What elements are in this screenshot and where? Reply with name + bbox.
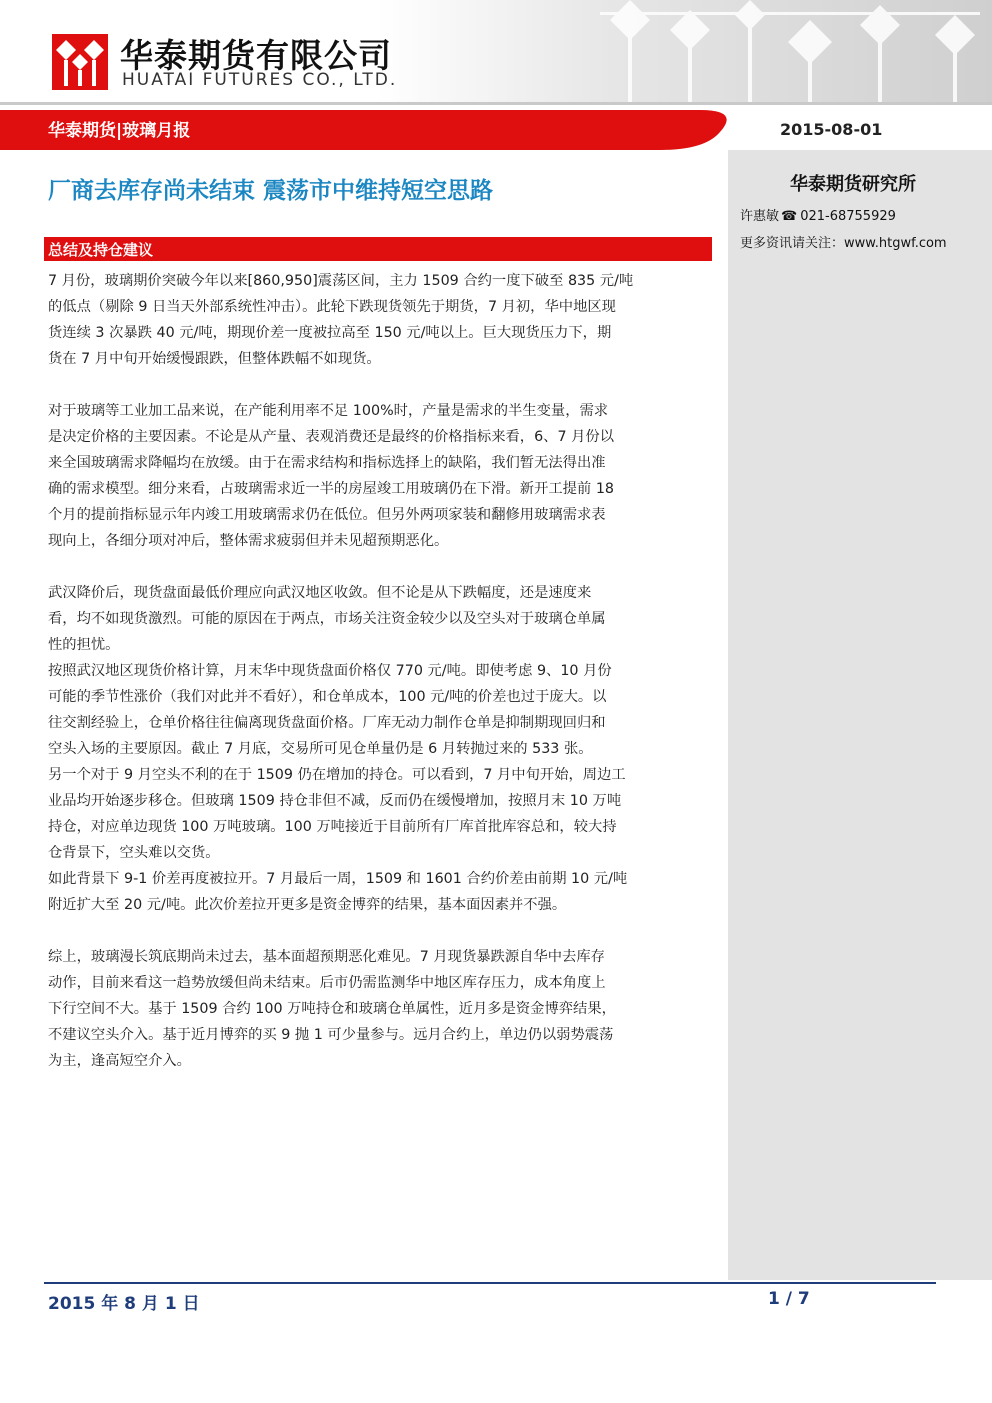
report-date: 2015-08-01 [780, 120, 883, 139]
text-line: 仓背景下，空头难以交货。 [48, 845, 220, 861]
header-divider [0, 102, 992, 105]
text-line: 对于玻璃等工业加工品来说，在产能利用率不足 100%时，产量是需求的半生变量，需求 [48, 403, 609, 419]
text-line: 另一个对于 9 月空头不利的在于 1509 仍在增加的持仓。可以看到，7 月中旬开始，周边工 [48, 767, 626, 783]
report-type-label: 华泰期货|玻璃月报 [48, 121, 191, 141]
paragraph [48, 398, 712, 554]
text-line: 看，均不如现货激烈。可能的原因在于两点，市场关注资金较少以及空头对于玻璃仓单属 [48, 611, 606, 627]
more-info [740, 232, 947, 251]
text-line: 不建议空头介入。基于近月博弈的买 9 抛 1 可少量参与。远月合约上，单边仍以弱势震荡 [48, 1027, 614, 1043]
text-line: 现向上，各细分项对冲后，整体需求疲弱但并未见超预期恶化。 [48, 533, 449, 549]
text-line: 可能的季节性涨价（我们对此并不看好），和仓单成本，100 元/吨的价差也过于庞大。以 [48, 689, 607, 705]
text-line: 按照武汉地区现货价格计算，月末华中现货盘面价格仅 770 元/吨。即使考虑 9、10 月份 [48, 663, 612, 679]
paragraph [48, 580, 712, 918]
text-line: 下行空间不大。基于 1509 合约 100 万吨持仓和玻璃仓单属性，近月多是资金博弈结果， [48, 1001, 616, 1017]
company-name-en: HUATAI FUTURES CO., LTD. [122, 70, 398, 90]
phone-icon: ☎ [781, 209, 798, 224]
text-line: 货在 7 月中旬开始缓慢跟跌，但整体跌幅不如现货。 [48, 351, 381, 367]
report-body [48, 268, 712, 1074]
footer-date: 2015 年 8 月 1 日 [48, 1294, 200, 1314]
paragraph [48, 944, 712, 1074]
research-institute: 华泰期货研究所 [790, 174, 916, 195]
more-info-label: 更多资讯请关注： [740, 236, 845, 251]
text-line: 往交割经验上，仓单价格往往偏离现货盘面价格。厂库无动力制作仓单是抑制期现回归和 [48, 715, 606, 731]
text-line: 个月的提前指标显示年内竣工用玻璃需求仍在低位。但另外两项家装和翻修用玻璃需求表 [48, 507, 606, 523]
text-line: 是决定价格的主要因素。不论是从产量、表观消费还是最终的价格指标来看，6、7 月份以 [48, 429, 615, 445]
text-line: 动作，目前来看这一趋势放缓但尚未结束。后市仍需监测华中地区库存压力，成本角度上 [48, 975, 606, 991]
report-title: 厂商去库存尚未结束 震荡市中维持短空思路 [48, 178, 494, 204]
text-line: 业品均开始逐步移仓。但玻璃 1509 持仓非但不减，反而仍在缓慢增加，按照月末 10 万吨 [48, 793, 622, 809]
analyst-phone: 021-68755929 [800, 209, 896, 224]
text-line: 性的担忧。 [48, 637, 120, 653]
page-number: 1 / 7 [768, 1289, 810, 1309]
footer-divider [44, 1282, 936, 1284]
analyst-name: 许惠敏 [740, 209, 780, 224]
company-logo-icon [52, 34, 108, 90]
text-line: 7 月份，玻璃期价突破今年以来[860,950]震荡区间，主力 1509 合约一度下破至 835 元/吨 [48, 273, 634, 289]
text-line: 如此背景下 9-1 价差再度被拉开。7 月最后一周，1509 和 1601 合约价差由前期 10 元/吨 [48, 871, 628, 887]
text-line: 附近扩大至 20 元/吨。此次价差拉开更多是资金博弈的结果，基本面因素并不强。 [48, 897, 567, 913]
paragraph [48, 268, 712, 372]
section-title: 总结及持仓建议 [48, 241, 154, 259]
text-line: 空头入场的主要原因。截止 7 月底，交易所可见仓单量仍是 6 月转抛过来的 533 张。 [48, 741, 593, 757]
text-line: 确的需求模型。细分来看，占玻璃需求近一半的房屋竣工用玻璃仍在下滑。新开工提前 18 [48, 481, 615, 497]
header-decoration [560, 0, 992, 102]
company-name-cn: 华泰期货有限公司 [120, 36, 392, 75]
text-line: 为主，逢高短空介入。 [48, 1053, 191, 1069]
text-line: 综上，玻璃漫长筑底期尚未过去，基本面超预期恶化难见。7 月现货暴跌源自华中去库存 [48, 949, 605, 965]
sidebar-panel [728, 150, 992, 1280]
website-link[interactable]: www.htgwf.com [844, 236, 947, 251]
analyst-contact [740, 205, 896, 224]
text-line: 货连续 3 次暴跌 40 元/吨，期现价差一度被拉高至 150 元/吨以上。巨大现货压力下，期 [48, 325, 612, 341]
text-line: 持仓，对应单边现货 100 万吨玻璃。100 万吨接近于目前所有厂库首批库容总和，较大持 [48, 819, 617, 835]
text-line: 的低点（剔除 9 日当天外部系统性冲击）。此轮下跌现货领先于期货，7 月初，华中地区现 [48, 299, 616, 315]
text-line: 武汉降价后，现货盘面最低价理应向武汉地区收敛。但不论是从下跌幅度，还是速度来 [48, 585, 592, 601]
text-line: 来全国玻璃需求降幅均在放缓。由于在需求结构和指标选择上的缺陷，我们暂无法得出准 [48, 455, 606, 471]
